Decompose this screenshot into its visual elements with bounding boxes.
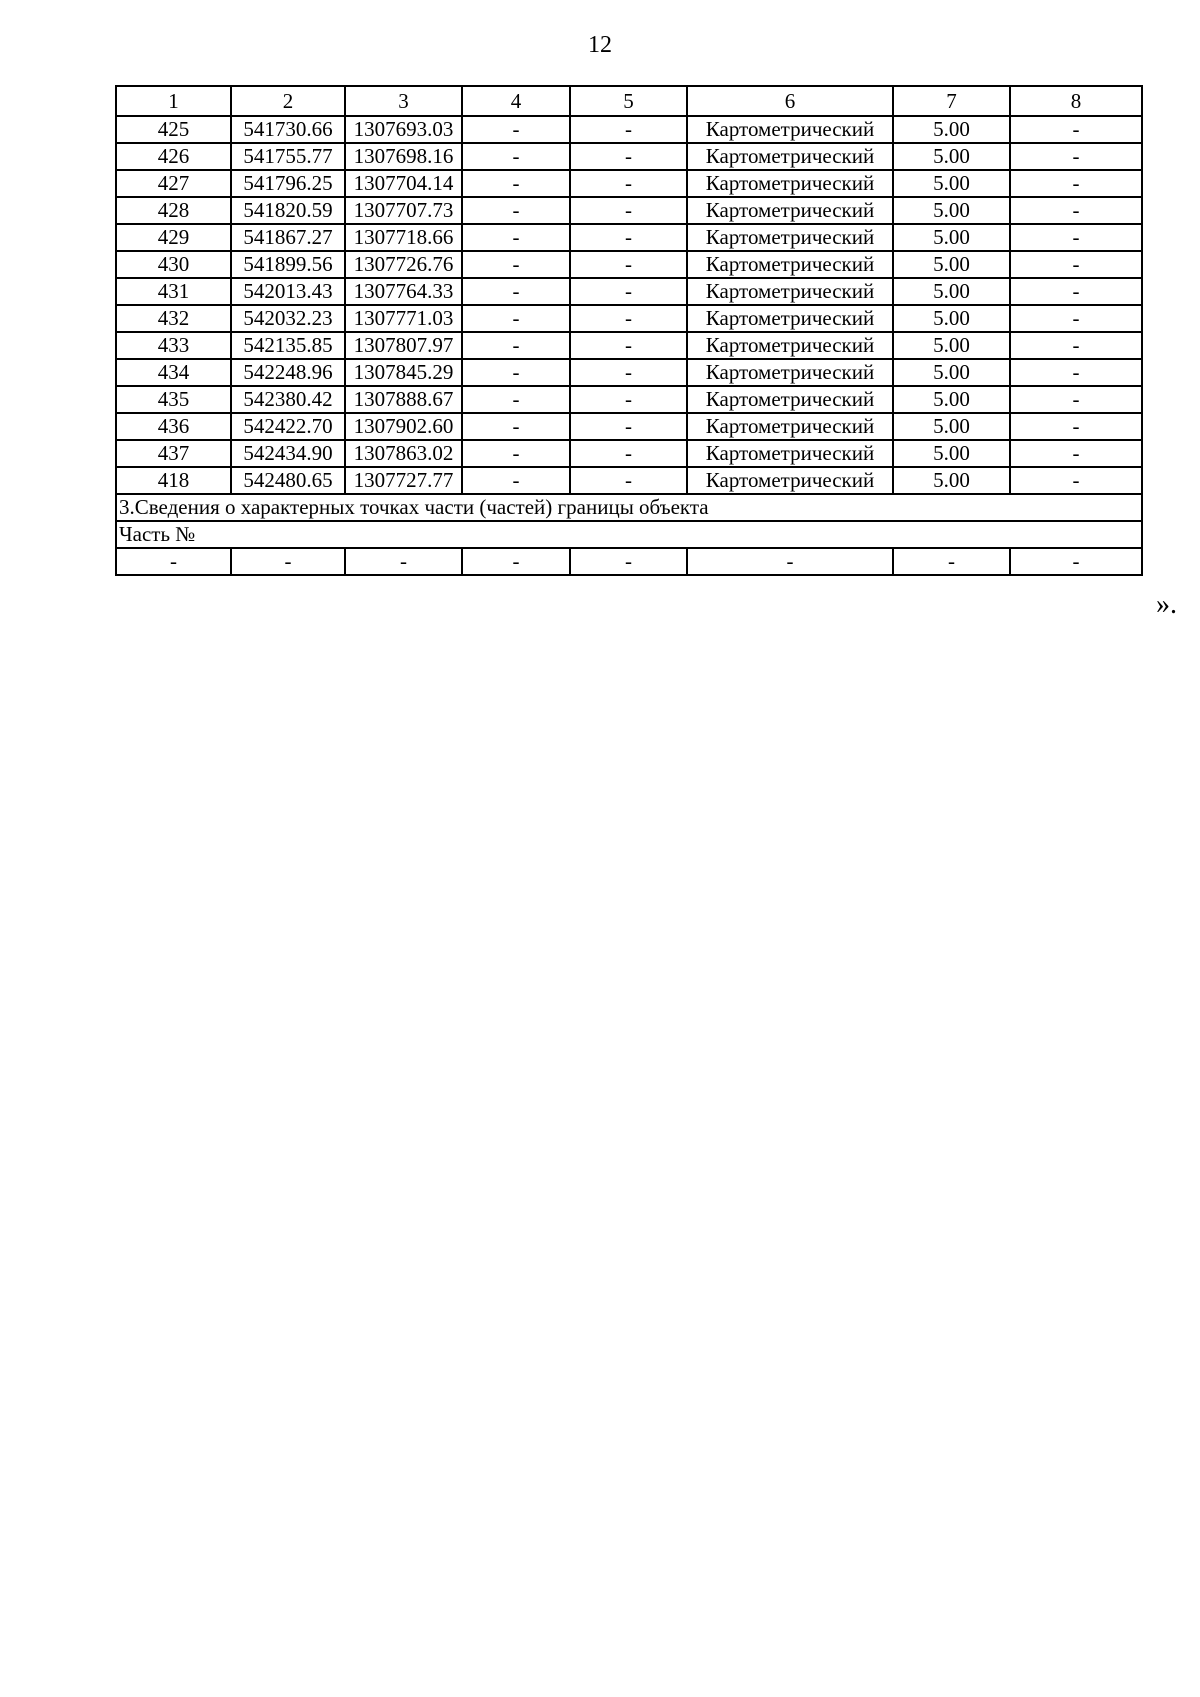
table-cell: - [1010, 386, 1142, 413]
table-cell: - [1010, 278, 1142, 305]
table-header-row [116, 86, 1142, 116]
table-cell: - [570, 278, 687, 305]
table-cell: Картометрический [687, 440, 893, 467]
table-row [116, 170, 1142, 197]
table-cell: - [1010, 359, 1142, 386]
table-cell: - [1010, 116, 1142, 143]
table-cell: Картометрический [687, 413, 893, 440]
table-cell: - [1010, 224, 1142, 251]
page-number: 12 [588, 32, 612, 58]
table-cell: 1307727.77 [345, 467, 462, 494]
table-cell: Картометрический [687, 305, 893, 332]
empty-part-row [116, 548, 1142, 575]
table-cell: 1307693.03 [345, 116, 462, 143]
table-cell: 541755.77 [231, 143, 345, 170]
table-cell: - [1010, 467, 1142, 494]
table-cell: Картометрический [687, 467, 893, 494]
header-cell: 6 [687, 86, 893, 116]
table-cell: - [231, 548, 345, 575]
table-cell: 1307888.67 [345, 386, 462, 413]
table-cell: 431 [116, 278, 231, 305]
table-cell: 542013.43 [231, 278, 345, 305]
table-cell: 434 [116, 359, 231, 386]
table-cell: - [462, 359, 570, 386]
table-cell: 541867.27 [231, 224, 345, 251]
table-cell: 430 [116, 251, 231, 278]
table-cell: Картометрический [687, 143, 893, 170]
table-cell: Картометрический [687, 386, 893, 413]
table-cell: - [570, 332, 687, 359]
table-cell: - [462, 251, 570, 278]
table-cell: - [462, 305, 570, 332]
table-cell: 542248.96 [231, 359, 345, 386]
table-row [116, 413, 1142, 440]
table-cell: - [1010, 170, 1142, 197]
table-cell: 425 [116, 116, 231, 143]
table-cell: 435 [116, 386, 231, 413]
table-cell: - [462, 467, 570, 494]
table-cell: 542480.65 [231, 467, 345, 494]
table-row [116, 116, 1142, 143]
table-cell: Картометрический [687, 197, 893, 224]
part-label: Часть № [116, 521, 1142, 548]
table-cell: 437 [116, 440, 231, 467]
table-cell: - [462, 386, 570, 413]
table-cell: - [1010, 305, 1142, 332]
header-cell: 5 [570, 86, 687, 116]
table-cell: 541820.59 [231, 197, 345, 224]
table-cell: - [570, 548, 687, 575]
table-cell: 429 [116, 224, 231, 251]
table-cell: 1307726.76 [345, 251, 462, 278]
table-cell: - [570, 440, 687, 467]
table-cell: 418 [116, 467, 231, 494]
table-cell: 5.00 [893, 251, 1010, 278]
table-cell: Картометрический [687, 359, 893, 386]
table-cell: - [570, 224, 687, 251]
table-cell: 542434.90 [231, 440, 345, 467]
table-row [116, 278, 1142, 305]
table-cell: - [570, 305, 687, 332]
table-cell: 5.00 [893, 332, 1010, 359]
table-cell: 5.00 [893, 116, 1010, 143]
table-cell: - [462, 170, 570, 197]
table-cell: 5.00 [893, 413, 1010, 440]
table-cell: 426 [116, 143, 231, 170]
table-row [116, 143, 1142, 170]
table-row [116, 251, 1142, 278]
table-body [116, 86, 1142, 575]
table-cell: 1307902.60 [345, 413, 462, 440]
table-row [116, 332, 1142, 359]
table-cell: - [570, 359, 687, 386]
table-cell: - [462, 440, 570, 467]
header-cell: 8 [1010, 86, 1142, 116]
table-cell: - [570, 197, 687, 224]
table-row [116, 359, 1142, 386]
table-cell: - [1010, 332, 1142, 359]
header-cell: 7 [893, 86, 1010, 116]
table-cell: - [1010, 143, 1142, 170]
table-cell: - [1010, 413, 1142, 440]
table-cell: 5.00 [893, 305, 1010, 332]
table-cell: 541899.56 [231, 251, 345, 278]
table-cell: 1307771.03 [345, 305, 462, 332]
table-cell: - [570, 170, 687, 197]
table-cell: - [1010, 548, 1142, 575]
table-cell: 1307698.16 [345, 143, 462, 170]
table-cell: 5.00 [893, 224, 1010, 251]
table-cell: 5.00 [893, 440, 1010, 467]
part-label-row [116, 521, 1142, 548]
table-cell: 1307863.02 [345, 440, 462, 467]
header-cell: 1 [116, 86, 231, 116]
table-cell: 5.00 [893, 386, 1010, 413]
table-row [116, 305, 1142, 332]
table-cell: 5.00 [893, 143, 1010, 170]
table-cell: 5.00 [893, 359, 1010, 386]
table-cell: - [893, 548, 1010, 575]
table-cell: Картометрический [687, 170, 893, 197]
table-row [116, 224, 1142, 251]
table-cell: 1307807.97 [345, 332, 462, 359]
table-cell: - [462, 548, 570, 575]
header-cell: 2 [231, 86, 345, 116]
table-cell: 436 [116, 413, 231, 440]
table-cell: Картометрический [687, 224, 893, 251]
table-cell: - [570, 467, 687, 494]
table-cell: - [462, 332, 570, 359]
table-cell: Картометрический [687, 278, 893, 305]
table-row [116, 197, 1142, 224]
table-cell: 1307845.29 [345, 359, 462, 386]
table-cell: - [1010, 197, 1142, 224]
table-cell: 428 [116, 197, 231, 224]
table-cell: - [1010, 440, 1142, 467]
table-cell: Картометрический [687, 251, 893, 278]
table-cell: - [462, 197, 570, 224]
section-title-row [116, 494, 1142, 521]
table-row [116, 386, 1142, 413]
table-cell: 1307718.66 [345, 224, 462, 251]
table-cell: - [570, 386, 687, 413]
table-cell: 5.00 [893, 170, 1010, 197]
table-cell: 542380.42 [231, 386, 345, 413]
table-cell: 427 [116, 170, 231, 197]
table-cell: - [570, 413, 687, 440]
closing-quote: ». [1156, 589, 1177, 620]
section-title: 3.Сведения о характерных точках части (частей) границы объекта [116, 494, 1142, 521]
table-cell: - [570, 251, 687, 278]
table-cell: - [570, 143, 687, 170]
table-cell: - [687, 548, 893, 575]
table-cell: Картометрический [687, 332, 893, 359]
table-cell: - [462, 224, 570, 251]
table-cell: 541796.25 [231, 170, 345, 197]
table-row [116, 440, 1142, 467]
table-cell: - [570, 116, 687, 143]
table-cell: 433 [116, 332, 231, 359]
table-cell: Картометрический [687, 116, 893, 143]
table-cell: 5.00 [893, 278, 1010, 305]
table-cell: 542422.70 [231, 413, 345, 440]
table-cell: 1307704.14 [345, 170, 462, 197]
table-cell: - [462, 116, 570, 143]
header-cell: 3 [345, 86, 462, 116]
table-cell: 1307764.33 [345, 278, 462, 305]
table-cell: - [116, 548, 231, 575]
table-cell: - [345, 548, 462, 575]
table-cell: 5.00 [893, 197, 1010, 224]
table-cell: 5.00 [893, 467, 1010, 494]
table-cell: - [1010, 251, 1142, 278]
table-cell: 542032.23 [231, 305, 345, 332]
table-row [116, 467, 1142, 494]
table-cell: - [462, 143, 570, 170]
header-cell: 4 [462, 86, 570, 116]
table-cell: 432 [116, 305, 231, 332]
table-cell: - [462, 278, 570, 305]
table-cell: 541730.66 [231, 116, 345, 143]
coordinates-table [115, 85, 1143, 576]
table-cell: 1307707.73 [345, 197, 462, 224]
table-cell: 542135.85 [231, 332, 345, 359]
table-cell: - [462, 413, 570, 440]
